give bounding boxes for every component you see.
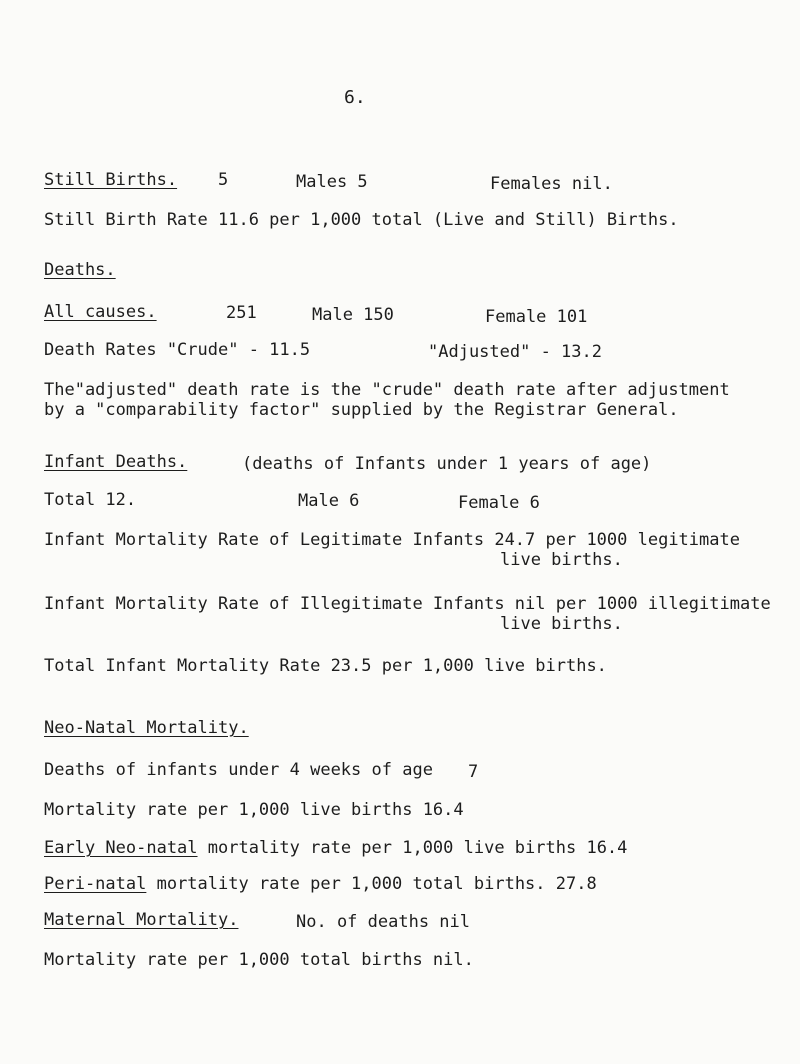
neo-natal-rate: Mortality rate per 1,000 live births 16.4 (44, 800, 464, 820)
infant-deaths-subtitle: (deaths of Infants under 1 years of age) (242, 454, 652, 474)
maternal-mortality-heading: Maternal Mortality. (44, 910, 239, 930)
legitimate-rate-line1: Infant Mortality Rate of Legitimate Infants 24.7 per 1000 legitimate (44, 530, 740, 550)
infant-deaths-heading: Infant Deaths. (44, 452, 188, 472)
deaths-male: Male 150 (312, 305, 394, 325)
page-number: 6. (344, 87, 366, 108)
deaths-note-line2: by a "comparability factor" supplied by the Registrar General. (44, 400, 679, 420)
infant-deaths-female: Female 6 (458, 493, 540, 513)
early-neo-natal-rest: mortality rate per 1,000 live births 16.4 (197, 838, 628, 858)
early-neo-natal-rate (44, 838, 627, 858)
deaths-note-line1: The"adjusted" death rate is the "crude" death rate after adjustment (44, 380, 730, 400)
total-infant-mortality-rate: Total Infant Mortality Rate 23.5 per 1,000 live births. (44, 656, 607, 676)
still-births-males: Males 5 (296, 172, 368, 192)
neo-natal-deaths: Deaths of infants under 4 weeks of age (44, 760, 433, 780)
peri-natal-rest: mortality rate per 1,000 total births. 27.8 (146, 874, 597, 894)
deaths-female: Female 101 (485, 307, 588, 327)
still-birth-rate: Still Birth Rate 11.6 per 1,000 total (Live and Still) Births. (44, 210, 679, 230)
neo-natal-deaths-value: 7 (468, 762, 479, 782)
peri-natal-rate (44, 874, 597, 894)
death-rates-adjusted: "Adjusted" - 13.2 (428, 342, 602, 362)
deaths-heading: Deaths. (44, 260, 116, 280)
neo-natal-heading: Neo-Natal Mortality. (44, 718, 249, 738)
death-rates-crude: Death Rates "Crude" - 11.5 (44, 340, 311, 360)
all-causes-label: All causes. (44, 302, 157, 322)
infant-deaths-male: Male 6 (298, 491, 360, 511)
still-births-total: 5 (218, 170, 229, 190)
legitimate-rate-line2: live births. (500, 550, 623, 570)
still-births-heading: Still Births. (44, 170, 178, 190)
maternal-deaths: No. of deaths nil (296, 912, 470, 932)
illegitimate-rate-line2: live births. (500, 614, 623, 634)
all-causes-total: 251 (226, 303, 257, 323)
infant-deaths-total: Total 12. (44, 490, 137, 510)
early-neo-natal-label: Early Neo-natal (44, 838, 198, 858)
peri-natal-label: Peri-natal (44, 874, 147, 894)
still-births-females: Females nil. (490, 174, 613, 194)
illegitimate-rate-line1: Infant Mortality Rate of Illegitimate Infants nil per 1000 illegitimate (44, 594, 771, 614)
maternal-rate: Mortality rate per 1,000 total births nil. (44, 950, 474, 970)
